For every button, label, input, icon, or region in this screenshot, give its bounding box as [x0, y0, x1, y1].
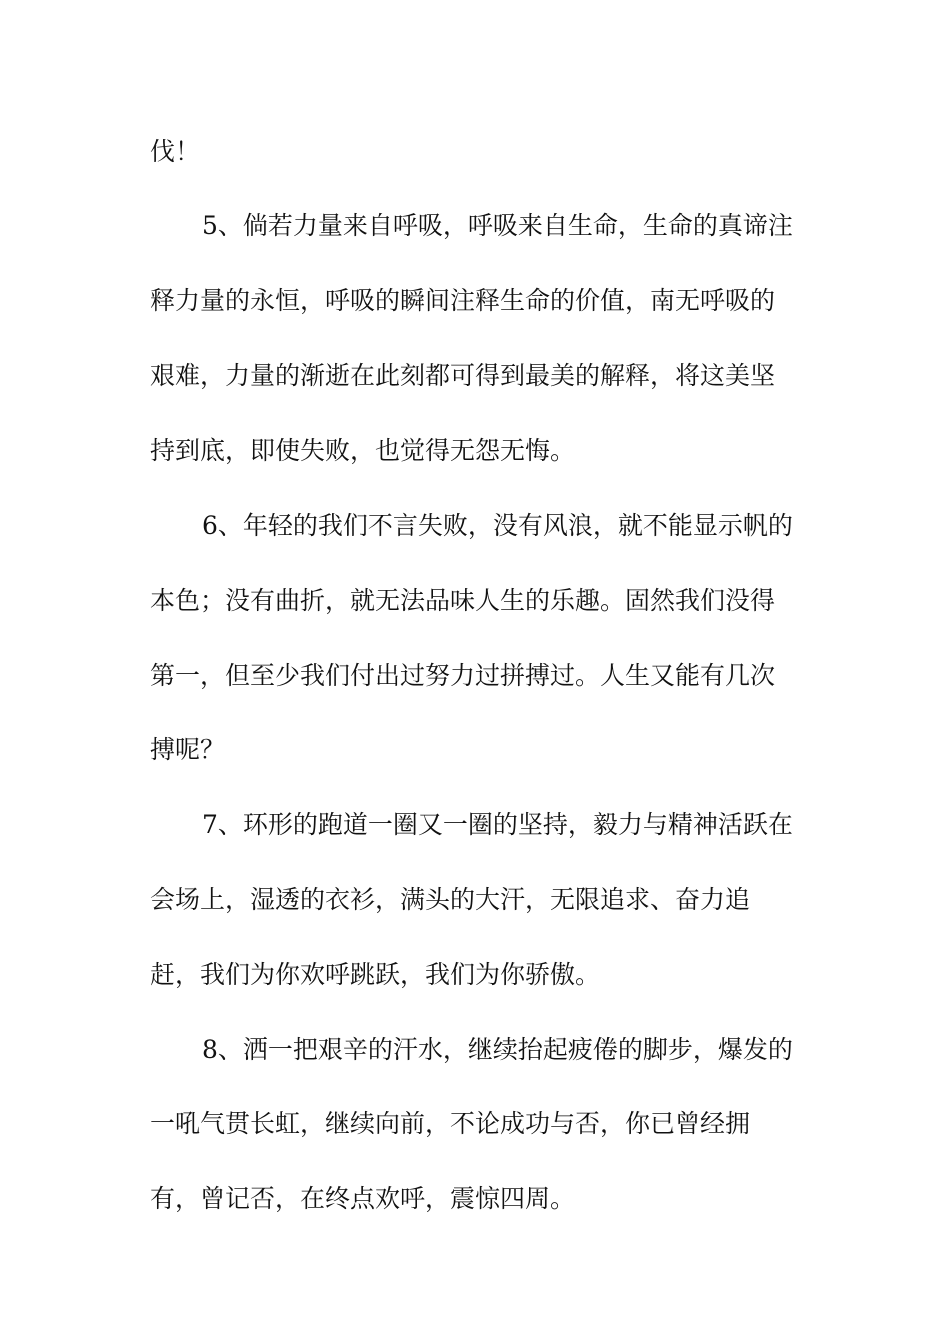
paragraph-8-line-3: 有，曾记否，在终点欢呼，震惊四周。: [150, 1184, 576, 1213]
paragraph-6-line-1: 6、年轻的我们不言失败，没有风浪，就不能显示帆的: [202, 511, 793, 540]
paragraph-7-line-2: 会场上，湿透的衣衫，满头的大汗，无限追求、奋力追: [150, 885, 751, 914]
text-line: 伐！: [150, 137, 201, 166]
paragraph-7-line-3: 赶，我们为你欢呼跳跃，我们为你骄傲。: [150, 960, 601, 989]
paragraph-5-line-3: 艰难，力量的渐逝在此刻都可得到最美的解释，将这美坚: [150, 361, 776, 390]
paragraph-7-line-1: 7、环形的跑道一圈又一圈的坚持，毅力与精神活跃在: [202, 810, 793, 839]
paragraph-5-line-2: 释力量的永恒，呼吸的瞬间注释生命的价值，南无呼吸的: [150, 286, 776, 315]
paragraph-8-line-2: 一吼气贯长虹，继续向前，不论成功与否，你已曾经拥: [150, 1109, 751, 1138]
paragraph-8-line-1: 8、洒一把艰辛的汗水，继续抬起疲倦的脚步，爆发的: [202, 1035, 793, 1064]
paragraph-6-line-4: 搏呢？: [150, 735, 226, 764]
paragraph-5-line-4: 持到底，即使失败，也觉得无怨无悔。: [150, 436, 576, 465]
paragraph-6-line-3: 第一，但至少我们付出过努力过拼搏过。人生又能有几次: [150, 661, 776, 690]
paragraph-5-line-1: 5、倘若力量来自呼吸，呼吸来自生命，生命的真谛注: [202, 211, 793, 240]
paragraph-6-line-2: 本色；没有曲折，就无法品味人生的乐趣。固然我们没得: [150, 586, 776, 615]
